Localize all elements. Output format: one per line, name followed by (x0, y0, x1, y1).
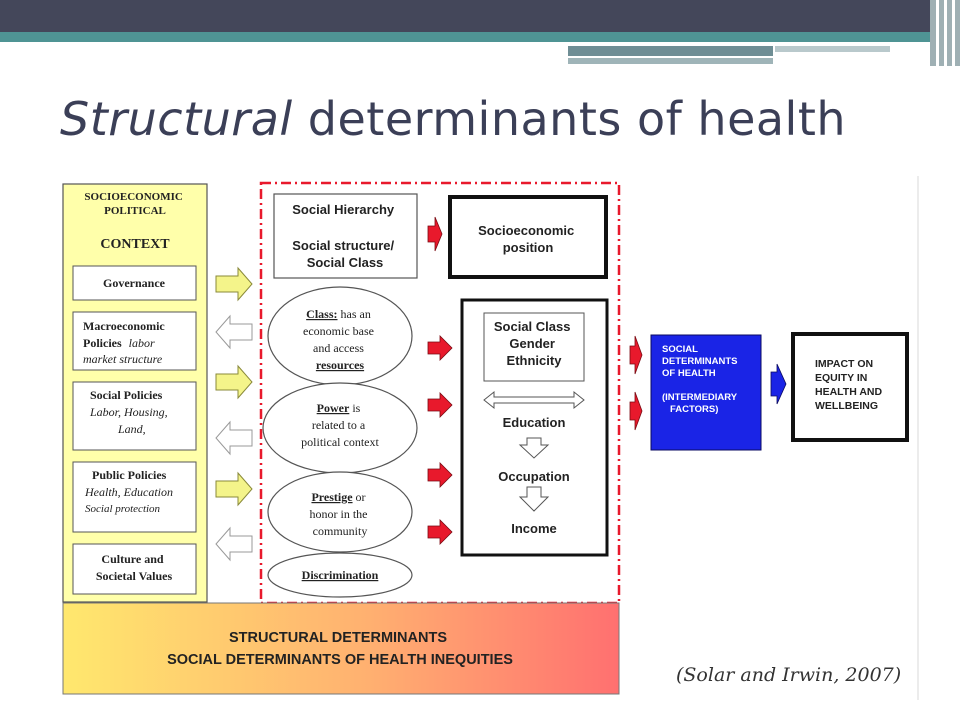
red-arrow (428, 463, 452, 487)
white-arrow-left (216, 528, 252, 560)
occupation-label: Occupation (498, 469, 570, 484)
macro-label: Policies (83, 336, 122, 350)
prestige-text: community (312, 524, 368, 538)
red-arrow (630, 392, 642, 430)
context-heading: POLITICAL (104, 205, 166, 217)
structural-determinants-band (63, 603, 619, 694)
white-arrow-left (216, 422, 252, 454)
red-arrow (428, 520, 452, 544)
culture-label: Societal Values (95, 569, 173, 583)
yellow-arrow-right (216, 268, 252, 300)
band-label: SOCIAL DETERMINANTS OF HEALTH INEQUITIES (167, 652, 513, 668)
intermediary-label: (INTERMEDIARY (662, 392, 737, 403)
class-text: has an (340, 307, 371, 321)
title-rest: determinants of health (307, 92, 847, 146)
intermediary-label: SOCIAL (662, 344, 698, 355)
discrimination-label: Discrimination (301, 568, 379, 582)
hierarchy-label: Social structure/ (292, 238, 395, 253)
socioeconomic-label: Socioeconomic (478, 223, 575, 238)
governance-label: Governance (103, 276, 165, 290)
class-text: economic base (303, 324, 374, 338)
class-term: Class: (306, 307, 338, 321)
power-text: related to a (311, 418, 366, 432)
culture-label: Culture and (101, 552, 164, 566)
context-heading: SOCIOECONOMIC (84, 191, 183, 203)
impact-label: WELLBEING (815, 400, 878, 412)
intermediary-label: FACTORS) (670, 404, 719, 415)
title-italic: Structural (60, 92, 293, 146)
prestige-text: or (355, 490, 366, 504)
power-text: is (352, 401, 361, 415)
impact-label: HEALTH AND (815, 386, 883, 398)
impact-label: EQUITY IN (815, 372, 868, 384)
hierarchy-label: Social Hierarchy (292, 202, 395, 217)
stratifier-label: Gender (509, 336, 555, 351)
red-arrow (428, 217, 442, 251)
public-policies-label: Public Policies (92, 468, 167, 482)
prestige-term: Prestige (311, 490, 353, 504)
red-arrow (428, 336, 452, 360)
macro-label: Macroeconomic (83, 319, 165, 333)
public-policies-italic: Health, Education (85, 485, 173, 499)
citation: (Solar and Irwin, 2007) (676, 664, 902, 686)
intermediary-label: DETERMINANTS (662, 356, 738, 367)
social-policies-italic: Land, (118, 422, 146, 436)
power-text: political context (301, 435, 379, 449)
yellow-arrow-right (216, 366, 252, 398)
socioeconomic-label: position (502, 240, 554, 255)
yellow-arrow-right (216, 473, 252, 505)
impact-label: IMPACT ON (815, 358, 874, 370)
blue-arrow (771, 364, 786, 404)
macro-italic: labor (128, 336, 155, 350)
context-title: CONTEXT (100, 237, 170, 252)
public-policies-italic: Social protection (85, 503, 161, 515)
intermediary-label: OF HEALTH (662, 368, 716, 379)
power-term: Power (316, 401, 350, 415)
band-label: STRUCTURAL DETERMINANTS (228, 630, 447, 646)
white-arrow-left (216, 316, 252, 348)
macro-italic: market structure (83, 352, 163, 366)
svg-text:Prestige or honor in the (310, 490, 371, 538)
income-label: Income (511, 521, 557, 536)
stratifier-label: Ethnicity (506, 353, 562, 368)
class-text: resources (315, 358, 365, 372)
red-arrow (630, 336, 642, 374)
prestige-text: honor in the (309, 507, 368, 521)
red-arrow (428, 393, 452, 417)
social-policies-italic: Labor, Housing, (90, 405, 168, 419)
social-policies-label: Social Policies (90, 388, 163, 402)
stratifier-label: Social Class (493, 319, 571, 334)
education-label: Education (502, 415, 566, 430)
hierarchy-label: Social Class (306, 255, 384, 270)
class-text: and access (313, 341, 364, 355)
context-arrows (216, 268, 252, 560)
